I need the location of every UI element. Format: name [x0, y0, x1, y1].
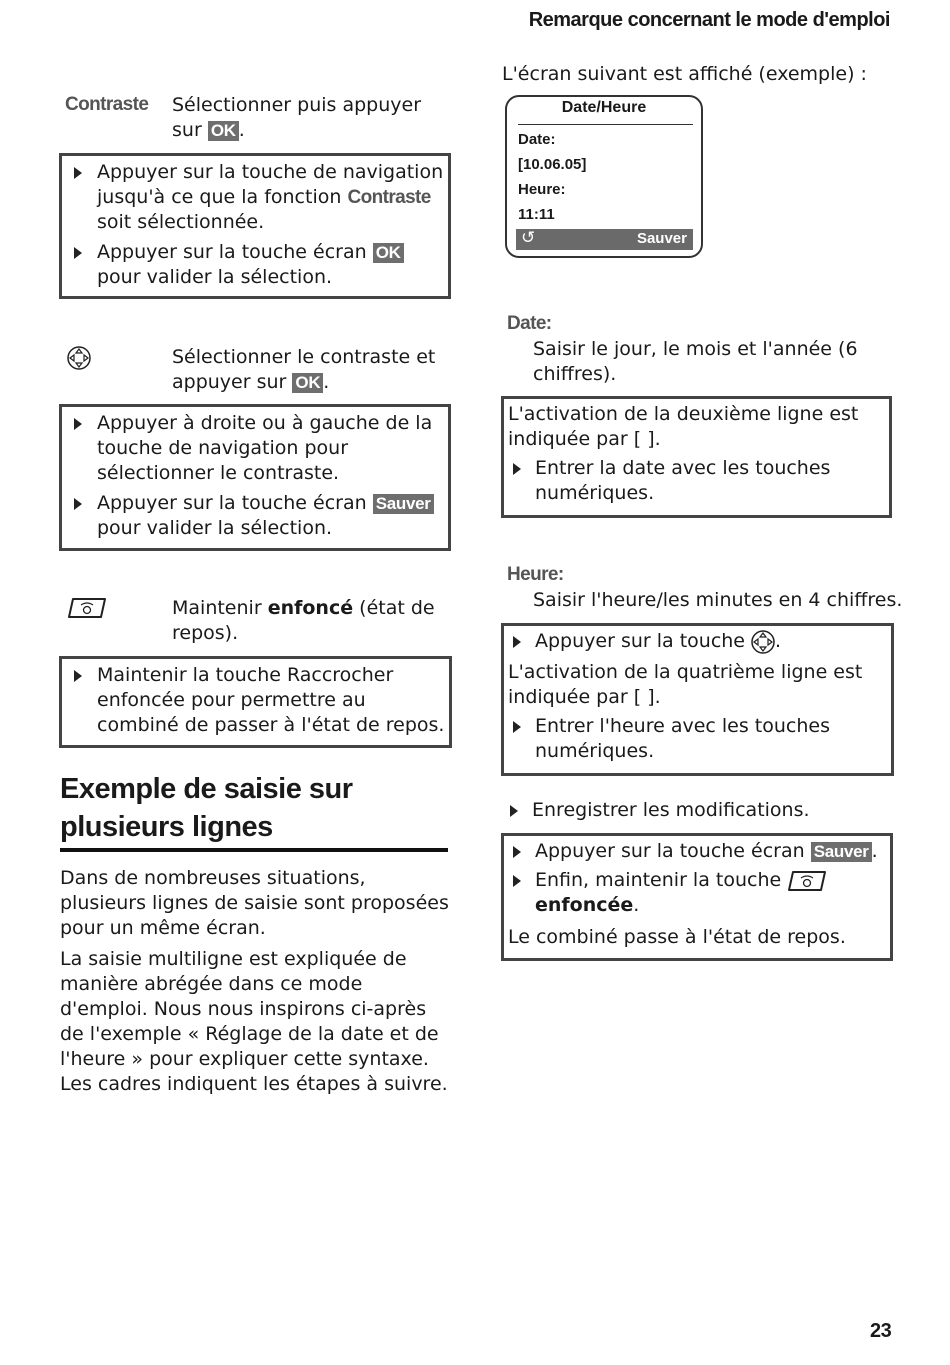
nav-text: Sélectionner le contraste et appuyer sur OK . — [172, 346, 436, 393]
step-box-4 — [501, 396, 892, 518]
contraste-instruction: Sélectionner puis appuyer sur — [172, 94, 422, 141]
step-2-1: Appuyer à droite ou à gauche de la touche de navigation pour sélectionner le contraste. — [66, 411, 444, 486]
heure-label: Heure: — [507, 564, 564, 585]
display-line-date-label: Date: — [518, 131, 556, 148]
date-label: Date: — [507, 313, 552, 334]
screen-intro: L'écran suivant est affiché (exemple) : — [502, 63, 867, 85]
arrow-right-icon — [513, 875, 521, 887]
step-box-1 — [59, 153, 451, 299]
sauver-softkey: Sauver — [373, 494, 434, 514]
display-line-time-label: Heure: — [518, 181, 566, 198]
contraste-text: Sélectionner puis appuyer sur OK . — [172, 94, 422, 141]
page-number: 23 — [870, 1320, 892, 1342]
arrow-right-icon — [513, 721, 521, 733]
ok-softkey: OK — [373, 243, 404, 263]
step-1-1: Appuyer sur la touche de navigation jusqu'à ce que la fonction Contraste soit sélectionnée. — [66, 160, 444, 235]
ok-softkey: OK — [208, 121, 239, 141]
navigation-key-icon — [751, 630, 775, 654]
step-6-1: Appuyer sur la touche écran Sauver . — [508, 839, 886, 864]
handset-display — [505, 95, 703, 258]
display-line-date-value: [10.06.05] — [518, 156, 587, 173]
arrow-right-icon — [74, 247, 82, 259]
hangup-key-icon — [67, 597, 107, 623]
step-box-6 — [501, 833, 893, 961]
paragraph-2: La saisie multiligne est expliquée de manière abrégée dans ce mode d'emploi. Nous nous inspirons ci-après de l'exemple « Réglage de la date et de l'heure » pour expliquer cette syntaxe. Les cadres indiquent les étapes à suivre. — [60, 948, 448, 1095]
idle-state-note: Le combiné passe à l'état de repos. — [508, 926, 846, 948]
running-title: Remarque concernant le mode d'emploi — [528, 9, 890, 31]
contraste-label: Contraste — [65, 94, 149, 115]
step-box-5 — [501, 623, 894, 776]
step-1-2: Appuyer sur la touche écran OK pour valider la sélection. — [66, 240, 444, 290]
hangup-key-icon — [787, 870, 827, 892]
step-box-3 — [59, 656, 452, 748]
navigation-key-icon — [67, 346, 91, 374]
arrow-right-icon — [74, 418, 82, 430]
step-5-1: Appuyer sur la touche . — [508, 629, 887, 654]
display-line-time-value: 11:11 — [518, 206, 555, 223]
back-icon: ↺ — [521, 228, 536, 247]
arrow-right-icon — [510, 805, 518, 817]
arrow-right-icon — [74, 670, 82, 682]
section-title-rule — [60, 848, 448, 852]
display-title: Date/Heure — [561, 99, 647, 116]
save-step: Enregistrer les modifications. — [505, 798, 950, 823]
arrow-right-icon — [74, 498, 82, 510]
step-2-2: Appuyer sur la touche écran Sauver pour valider la sélection. — [66, 491, 444, 541]
sauver-softkey: Sauver — [811, 842, 872, 862]
display-softkey-sauver: Sauver — [636, 230, 687, 247]
arrow-right-icon — [513, 846, 521, 858]
date-activation-note: L'activation de la deuxième ligne est indiquée par [ ]. — [508, 403, 859, 450]
step-box-2 — [59, 404, 451, 551]
step-5-2: Entrer l'heure avec les touches numériques. — [508, 714, 887, 764]
step-4-1: Entrer la date avec les touches numériques. — [508, 456, 885, 506]
arrow-right-icon — [513, 463, 521, 475]
ok-softkey: OK — [292, 373, 323, 393]
display-separator — [518, 124, 693, 125]
arrow-right-icon — [513, 636, 521, 648]
step-3-1: Maintenir la touche Raccrocher enfoncée pour permettre au combiné de passer à l'état de repos. — [66, 663, 445, 738]
date-text: Saisir le jour, le mois et l'année (6 chiffres). — [533, 338, 858, 385]
arrow-right-icon — [74, 167, 82, 179]
display-softkey-bar — [516, 229, 693, 250]
time-activation-note: L'activation de la quatrième ligne est indiquée par [ ]. — [508, 661, 863, 708]
section-title: Exemple de saisie sur plusieurs lignes — [60, 773, 353, 843]
step-6-2: Enfin, maintenir la touche enfoncée. — [508, 868, 886, 918]
paragraph-1: Dans de nombreuses situations, plusieurs lignes de saisie sont proposées pour un même écran. — [60, 867, 449, 939]
heure-text: Saisir l'heure/les minutes en 4 chiffres. — [533, 589, 903, 611]
hangup-text: Maintenir enfoncé (état de repos). — [172, 597, 435, 644]
